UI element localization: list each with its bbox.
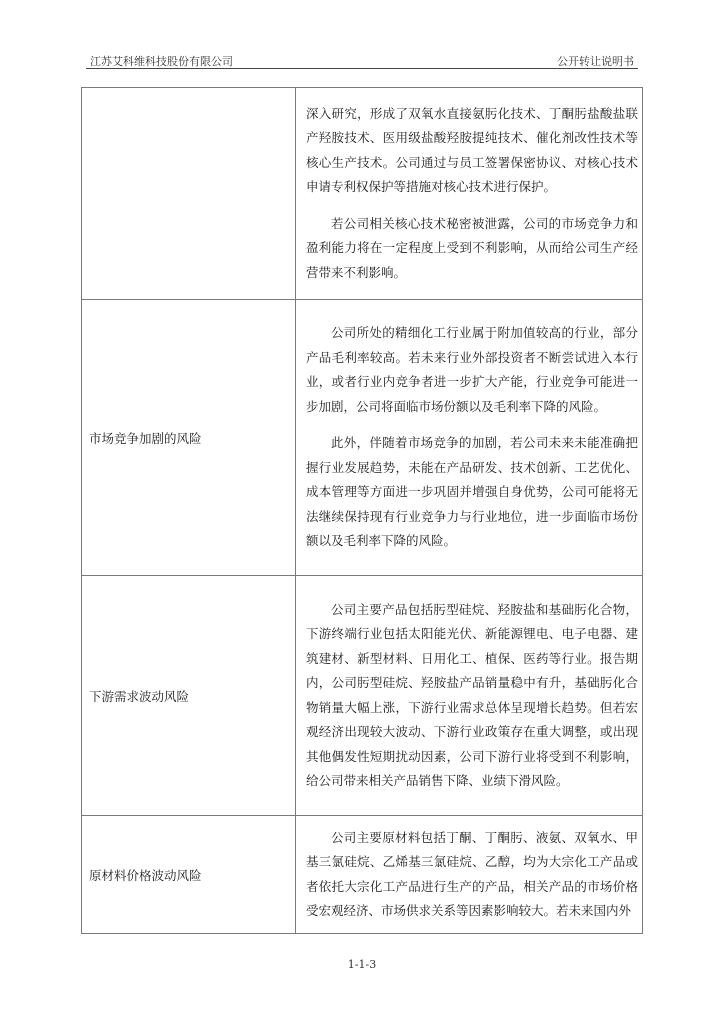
table-row-raw-material-price (82, 816, 643, 934)
table-row-downstream-demand (82, 576, 643, 816)
risk-factors-table (81, 87, 643, 934)
risk-paragraph: 公司主要原材料包括丁酮、丁酮肟、液氨、双氧水、甲基三氯硅烷、乙烯基三氯硅烷、乙醇，均为大宗化工产品或者依托大宗化工产品进行生产的产品，相关产品的市场价格受宏观经济、市场供求关系等因素影响较大。若未来国内外 (306, 829, 638, 918)
header-document-title: 公开转让说明书 (557, 55, 634, 68)
header-divider (86, 68, 638, 69)
risk-name-cell (82, 88, 296, 300)
table-row-core-tech-continued (82, 88, 643, 300)
risk-paragraph: 公司主要产品包括肟型硅烷、羟胺盐和基础肟化合物，下游终端行业包括太阳能光伏、新能源锂电、电子电器、建筑建材、新型材料、日用化工、植保、医药等行业。报告期内，公司肟型硅烷、羟胺盐产品销量稳中有升，基础肟化合物销量大幅上涨，下游行业需求总体呈现增长趋势。但若宏观经济出现较大波动、下游行业政策存在重大调整，或出现其他偶发性短期扰动因素，公司下游行业将受到不利影响，给公司带来相关产品销售下降、业绩下滑风险。 (306, 601, 638, 788)
header-company-name: 江苏艾科维科技股份有限公司 (90, 55, 233, 68)
risk-description-cell (296, 88, 643, 300)
risk-name-cell: 下游需求波动风险 (82, 576, 296, 816)
risk-description-cell (296, 300, 643, 576)
page-header (86, 50, 638, 70)
page-number: 1-1-3 (347, 958, 377, 971)
risk-name-cell: 原材料价格波动风险 (82, 816, 296, 934)
table-row-market-competition (82, 300, 643, 576)
risk-description-cell (296, 576, 643, 816)
risk-name-cell: 市场竞争加剧的风险 (82, 300, 296, 576)
risk-paragraph: 公司所处的精细化工行业属于附加值较高的行业，部分产品毛利率较高。若未来行业外部投资者不断尝试进入本行业，或者行业内竞争者进一步扩大产能，行业竞争可能进一步加剧，公司将面临市场份额以及毛利率下降的风险。 (306, 325, 638, 414)
risk-paragraph: 深入研究，形成了双氧水直接氨肟化技术、丁酮肟盐酸盐联产羟胺技术、医用级盐酸羟胺提纯技术、催化剂改性技术等核心生产技术。公司通过与员工签署保密协议、对核心技术申请专利权保护等措施对核心技术进行保护。 (306, 105, 638, 195)
risk-description-cell (296, 816, 643, 934)
risk-paragraph: 若公司相关核心技术秘密被泄露，公司的市场竞争力和盈利能力将在一定程度上受到不利影响，从而给公司生产经营带来不利影响。 (306, 215, 638, 280)
risk-paragraph: 此外，伴随着市场竞争的加剧，若公司未来未能准确把握行业发展趋势，未能在产品研发、技术创新、工艺优化、成本管理等方面进一步巩固并增强自身优势，公司可能将无法继续保持现有行业竞争力与行业地位，进一步面临市场份额以及毛利率下降的风险。 (306, 435, 638, 549)
